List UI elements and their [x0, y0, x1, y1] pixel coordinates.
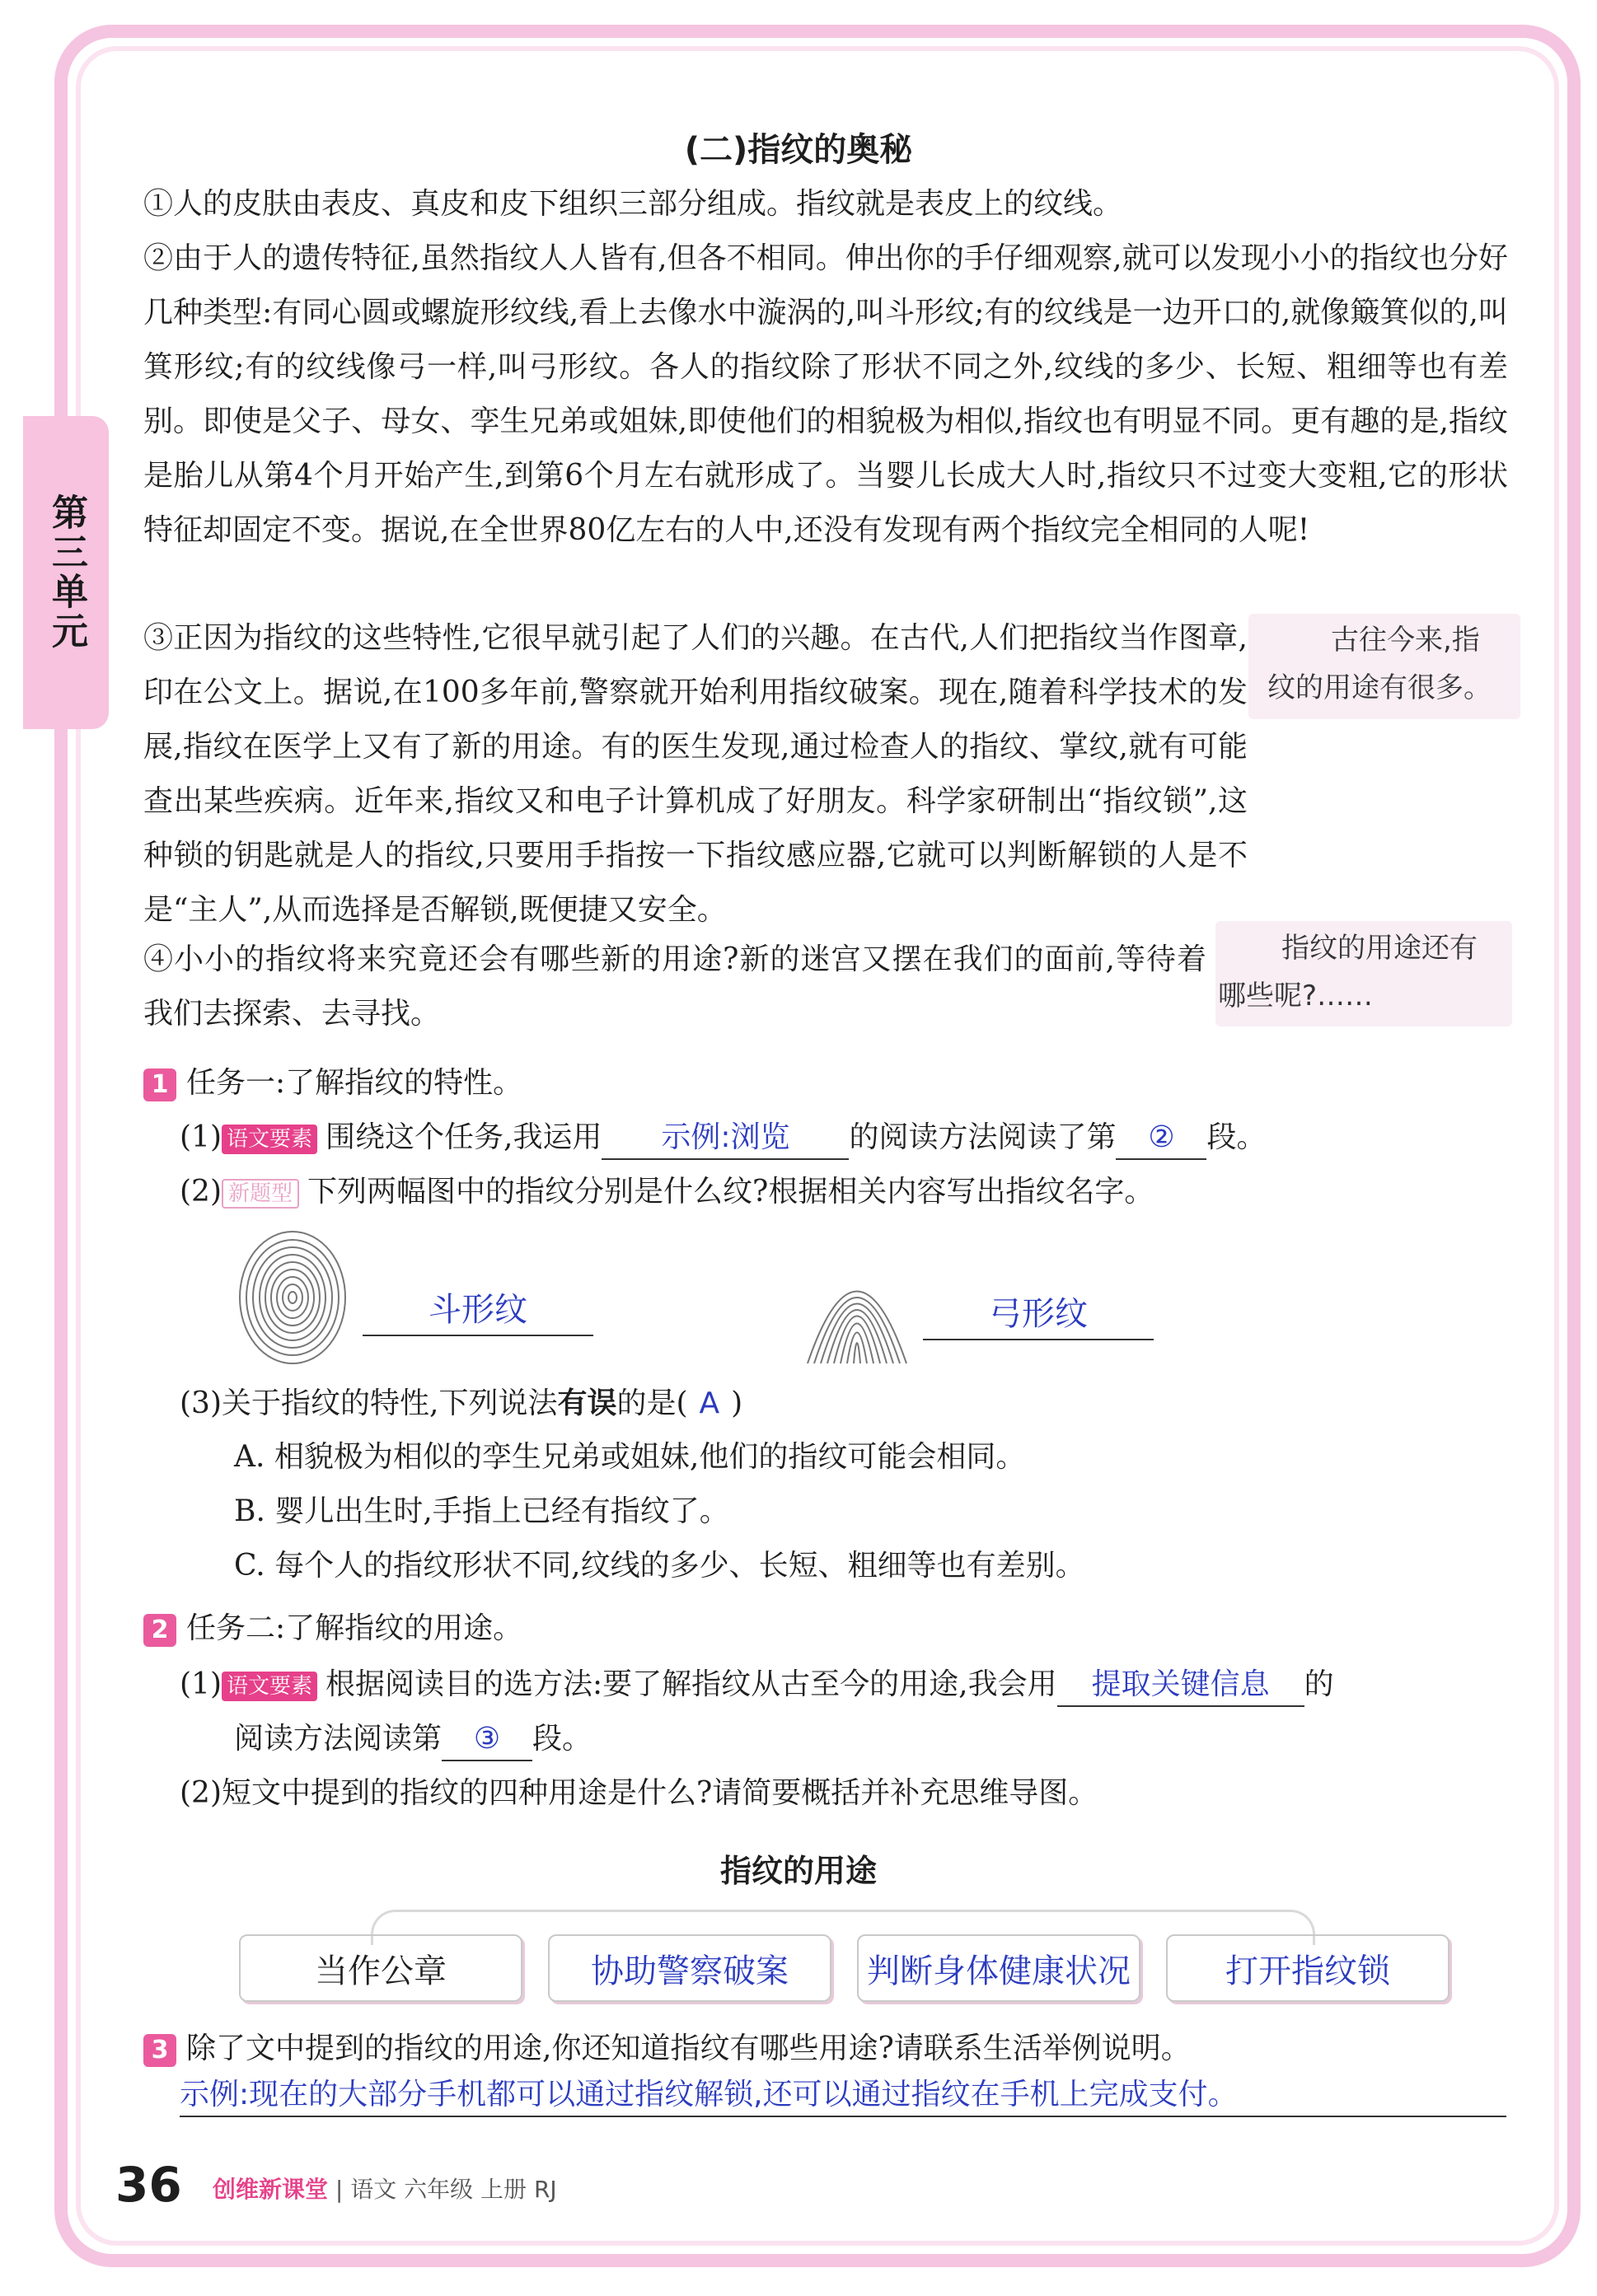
side-note-1-line2: 纹的用途有很多。	[1267, 671, 1492, 704]
q1-p2-prefix: (2)	[180, 1175, 222, 1209]
paragraph-3: ③正因为指纹的这些特性,它很早就引起了人们的兴趣。在古代,人们把指纹当作图章,印在公文上。据说,在100多年前,警察就开始利用指纹破案。现在,随着科学技术的发展,指纹在医学上又有了新的用途。有的医生发现,通过检查人的指纹、掌纹,就有可能查出某些疾病。近年来,指纹又和电子计算机成了好朋友。科学家研制出“指纹锁”,这种锁的钥匙就是人的指纹,只要用手指按一下指纹感应器,它就可以判断解锁的人是不是“主人”,从而选择是否解锁,既便捷又安全。	[143, 621, 1248, 927]
fingerprint-whorl-icon	[235, 1227, 350, 1368]
q1-part3	[180, 1382, 742, 1424]
q1-number: 1	[143, 1069, 176, 1101]
q1-title-text: 任务一:了解指纹的特性。	[186, 1066, 523, 1100]
q1-p3-text-c: )	[731, 1386, 743, 1420]
mindmap-box-1: 当作公章	[239, 1934, 522, 2002]
q1-part2	[180, 1171, 1154, 1213]
q1-p3-text-b: 的是(	[616, 1386, 688, 1420]
q1-p1-tag: 语文要素	[222, 1125, 317, 1154]
mindmap-box-4[interactable]: 打开指纹锁	[1166, 1934, 1449, 2002]
option-c[interactable]: C. 每个人的指纹形状不同,纹线的多少、长短、粗细等也有差别。	[234, 1549, 1085, 1583]
q2-p1-line2-b: 段。	[532, 1722, 592, 1756]
q1-p1-text-c: 段。	[1206, 1120, 1267, 1154]
paragraph-1: ①人的皮肤由表皮、真皮和皮下组织三部分组成。指纹就是表皮上的纹线。	[143, 187, 1123, 221]
option-b[interactable]: B. 婴儿出生时,手指上已经有指纹了。	[234, 1494, 729, 1528]
q1-p1-text-a: 围绕这个任务,我运用	[325, 1120, 602, 1154]
q1-p1-prefix: (1)	[180, 1120, 222, 1154]
q2-part1	[180, 1664, 1334, 1707]
q1-title	[143, 1063, 522, 1104]
mindmap-box-3[interactable]: 判断身体健康状况	[857, 1934, 1140, 2002]
q2-p1-line2-a: 阅读方法阅读第	[234, 1722, 443, 1756]
side-note-1-line1: 古往今来,指	[1331, 624, 1480, 657]
q2-part1-line2	[234, 1718, 592, 1761]
q1-p2-tag: 新题型	[222, 1179, 299, 1209]
q2-p1-tag: 语文要素	[222, 1672, 317, 1701]
q1-p1-text-b: 的阅读方法阅读了第	[849, 1120, 1117, 1154]
footer-info	[213, 2172, 557, 2205]
q1-p3-answer[interactable]: A	[699, 1386, 720, 1420]
q3-title-text: 除了文中提到的指纹的用途,你还知道指纹有哪些用途?请联系生活举例说明。	[186, 2032, 1191, 2065]
side-note-2-line2: 哪些呢?……	[1218, 980, 1374, 1012]
q2-title-text: 任务二:了解指纹的用途。	[186, 1611, 523, 1645]
q2-p1-answer-method[interactable]: 提取关键信息	[1057, 1664, 1304, 1707]
paragraph-2: ②由于人的遗传特征,虽然指纹人人皆有,但各不相同。伸出你的手仔细观察,就可以发现小小的指纹也分好几种类型:有同心圆或螺旋形纹线,看上去像水中漩涡的,叫斗形纹;有的纹线是一边开口的,就像簸箕似的,叫箕形纹;有的纹线像弓一样,叫弓形纹。各人的指纹除了形状不同之外,纹线的多少、长短、粗细等也有差别。即使是父子、母女、孪生兄弟或姐妹,即使他们的相貌极为相似,指纹也有明显不同。更有趣的是,指纹是胎儿从第4个月开始产生,到第6个月左右就形成了。当婴儿长成大人时,指纹只不过变大变粗,它的形状特征却固定不变。据说,在全世界80亿左右的人中,还没有发现有两个指纹完全相同的人呢!	[143, 241, 1508, 547]
article-title: (二)指纹的奥秘	[684, 131, 913, 169]
q2-p1-prefix: (1)	[180, 1667, 222, 1701]
q1-p3-text-a: (3)关于指纹的特性,下列说法	[180, 1386, 558, 1420]
mindmap-title: 指纹的用途	[719, 1853, 877, 1889]
q3-title	[143, 2028, 1191, 2069]
q1-p1-answer-method[interactable]: 示例:浏览	[602, 1117, 849, 1160]
q2-title	[143, 1608, 522, 1649]
q2-p1-text-b: 的	[1304, 1667, 1334, 1701]
mindmap-box-2[interactable]: 协助警察破案	[548, 1934, 831, 2002]
q1-p1-answer-paragraph[interactable]: ②	[1116, 1117, 1206, 1160]
fingerprint-arch-icon	[803, 1227, 911, 1368]
fingerprint-2-answer[interactable]: 弓形纹	[923, 1289, 1154, 1340]
q3-number: 3	[143, 2034, 176, 2067]
fingerprint-1-answer[interactable]: 斗形纹	[363, 1285, 593, 1336]
q2-p1-answer-paragraph[interactable]: ③	[442, 1718, 532, 1761]
q1-p3-bold: 有误	[557, 1386, 617, 1420]
q1-p2-text: 下列两幅图中的指纹分别是什么纹?根据相关内容写出指纹名字。	[307, 1175, 1154, 1209]
side-note-2-line1: 指纹的用途还有	[1281, 932, 1478, 965]
page-number: 36	[115, 2157, 182, 2213]
footer-book-info: | 语文 六年级 上册 RJ	[335, 2176, 557, 2203]
unit-tab	[23, 416, 109, 729]
q2-number: 2	[143, 1614, 176, 1647]
option-a[interactable]: A. 相貌极为相似的孪生兄弟或姐妹,他们的指纹可能会相同。	[234, 1440, 1026, 1474]
q2-p1-text-a: 根据阅读目的选方法:要了解指纹从古至今的用途,我会用	[325, 1667, 1057, 1701]
q3-answer[interactable]: 示例:现在的大部分手机都可以通过指纹解锁,还可以通过指纹在手机上完成支付。	[180, 2074, 1506, 2117]
footer-brand: 创维新课堂	[213, 2176, 329, 2203]
q1-part1	[180, 1117, 1267, 1160]
q2-part2: (2)短文中提到的指纹的四种用途是什么?请简要概括并补充思维导图。	[180, 1776, 1098, 1810]
paragraph-4: ④小小的指纹将来究竟还会有哪些新的用途?新的迷宫又摆在我们的面前,等待着我们去探索、去寻找。	[143, 942, 1206, 1031]
unit-tab-label: 第三单元	[45, 493, 87, 652]
paragraph-3-start	[143, 611, 1248, 938]
